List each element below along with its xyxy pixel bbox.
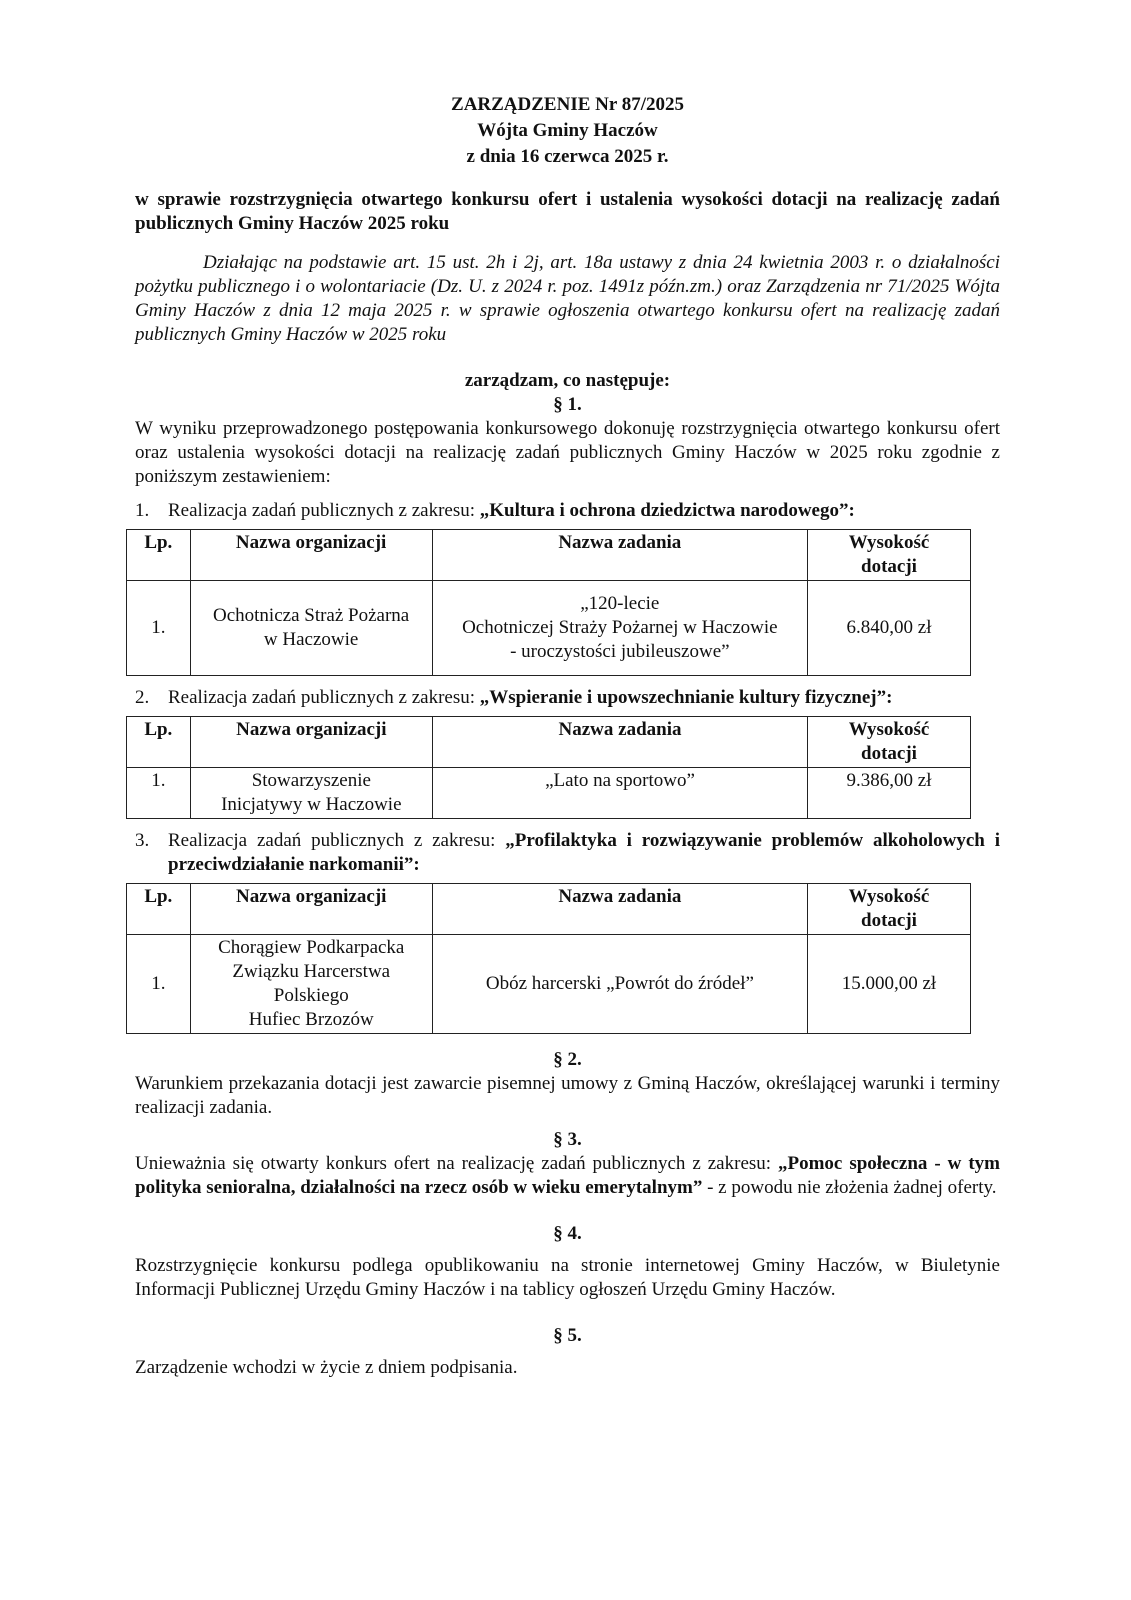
header-amount (808, 530, 971, 581)
task-3-intro: Realizacja zadań publicznych z zakresu: (168, 830, 506, 851)
task-3-scope: „Profilaktyka i rozwiązywanie problemów alkoholowych i przeciwdziałanie narkomanii”: (168, 830, 1001, 875)
document-date: z dnia 16 czerwca 2025 r. (466, 146, 669, 167)
header-org: Nazwa organizacji (190, 884, 432, 935)
header-amount-line2: dotacji (861, 556, 917, 577)
header-lp: Lp. (127, 717, 191, 768)
task-2-scope: „Wspieranie i upowszechnianie kultury fizycznej”: (479, 687, 893, 708)
org-line: Polskiego (273, 985, 349, 1006)
table-header-row (127, 530, 971, 581)
section-3-text-before: Unieważnia się otwarty konkurs ofert na realizację zadań publicznych z zakresu: (135, 1153, 778, 1174)
org-line: Ochotnicza Straż Pożarna (213, 605, 410, 626)
header-task: Nazwa zadania (432, 884, 807, 935)
org-line: Inicjatywy w Haczowie (221, 794, 402, 815)
task-1-scope: „Kultura i ochrona dziedzictwa narodowego”: (479, 500, 855, 521)
task-1-intro: Realizacja zadań publicznych z zakresu: (168, 500, 480, 521)
document-authority: Wójta Gminy Haczów (477, 120, 658, 141)
section-3-mark: § 3. (553, 1129, 582, 1150)
cell-org (190, 935, 432, 1034)
cell-lp: 1. (127, 935, 191, 1034)
table-row (127, 768, 971, 819)
task-2-intro: Realizacja zadań publicznych z zakresu: (168, 687, 480, 708)
cell-org (190, 768, 432, 819)
cell-lp: 1. (127, 768, 191, 819)
section-4-text: Rozstrzygnięcie konkursu podlega opublikowaniu na stronie internetowej Gminy Haczów, w Biuletynie Informacji Publicznej Urzędu Gminy Haczów i na tablicy ogłoszeń Urzędu Gminy Haczów. (135, 1255, 1000, 1300)
task-line: Ochotniczej Straży Pożarnej w Haczowie (462, 617, 778, 638)
grant-table-1 (126, 529, 971, 676)
header-task: Nazwa zadania (433, 717, 808, 768)
section-5-mark: § 5. (553, 1325, 582, 1346)
org-line: Hufiec Brzozów (248, 1009, 374, 1030)
cell-amount: 15.000,00 zł (807, 935, 970, 1034)
task-2-heading (135, 686, 1000, 710)
table-header-row (127, 884, 971, 935)
document-page (135, 92, 1000, 1380)
header-org: Nazwa organizacji (190, 530, 432, 581)
document-title: ZARZĄDZENIE Nr 87/2025 (451, 94, 684, 115)
task-2-number: 2. (135, 687, 150, 708)
table-row (127, 581, 971, 676)
legal-basis: Działając na podstawie art. 15 ust. 2h i 2j, art. 18a ustawy z dnia 24 kwietnia 2003 r. o działalności pożytku publicznego i o wolontariacie (Dz. U. z 2024 r. poz. 1491z późn.zm.) oraz Zarządzenia nr 71/2025 Wójta Gminy Haczów z dnia 12 maja 2025 r. w sprawie ogłoszenia otwartego konkursu ofert na realizację zadań publicznych Gminy Haczów w 2025 roku (135, 252, 1000, 345)
document-header (135, 92, 1000, 170)
section-1-text: W wyniku przeprowadzonego postępowania konkursowego dokonuję rozstrzygnięcia otwartego konkursu ofert oraz ustalenia wysokości dotacji na realizację zadań publicznych Gminy Haczów w 2025 roku zgodnie z poniższym zestawieniem: (135, 418, 1000, 487)
task-line: „120-lecie (580, 593, 660, 614)
org-line: w Haczowie (263, 629, 359, 650)
document-subject: w sprawie rozstrzygnięcia otwartego konkursu ofert i ustalenia wysokości dotacji na realizację zadań publicznych Gminy Haczów 2025 roku (135, 189, 1000, 234)
task-1-number: 1. (135, 500, 150, 521)
table-row (127, 935, 971, 1034)
cell-amount: 6.840,00 zł (808, 581, 971, 676)
section-2-mark: § 2. (553, 1049, 582, 1070)
section-3-text-after: - z powodu nie złożenia żadnej oferty. (702, 1177, 997, 1198)
cell-task: „Lato na sportowo” (433, 768, 808, 819)
header-amount (807, 884, 970, 935)
cell-task (432, 581, 807, 676)
grant-table-2 (126, 716, 971, 819)
section-1-mark: § 1. (553, 394, 582, 415)
header-amount-line1: Wysokość (848, 532, 930, 553)
header-amount-line2: dotacji (861, 910, 917, 931)
section-3-scope: „Pomoc społeczna - w tym polityka senioralna, działalności na rzecz osób w wieku emerytalnym” (135, 1153, 1000, 1198)
cell-amount: 9.386,00 zł (808, 768, 971, 819)
decree-phrase: zarządzam, co następuje: (464, 370, 671, 391)
header-lp: Lp. (127, 530, 191, 581)
cell-org (190, 581, 432, 676)
section-5-text: Zarządzenie wchodzi w życie z dniem podpisania. (135, 1357, 518, 1378)
task-3-number: 3. (135, 830, 150, 851)
org-line: Chorągiew Podkarpacka (218, 937, 405, 958)
section-3-text (135, 1152, 1000, 1200)
section-2-text: Warunkiem przekazania dotacji jest zawarcie pisemnej umowy z Gminą Haczów, określającej warunki i terminy realizacji zadania. (135, 1073, 1000, 1118)
header-amount-line1: Wysokość (848, 719, 930, 740)
cell-task: Obóz harcerski „Powrót do źródeł” (432, 935, 807, 1034)
table-header-row (127, 717, 971, 768)
org-line: Związku Harcerstwa (232, 961, 391, 982)
section-4-mark: § 4. (553, 1223, 582, 1244)
task-1-heading (135, 499, 1000, 523)
cell-lp: 1. (127, 581, 191, 676)
org-line: Stowarzyszenie (251, 770, 371, 791)
header-lp: Lp. (127, 884, 191, 935)
header-amount (808, 717, 971, 768)
header-task: Nazwa zadania (432, 530, 807, 581)
header-amount-line2: dotacji (861, 743, 917, 764)
grant-table-3 (126, 883, 971, 1034)
header-amount-line1: Wysokość (848, 886, 930, 907)
header-org: Nazwa organizacji (190, 717, 432, 768)
task-line: - uroczystości jubileuszowe” (510, 641, 730, 662)
task-3-heading (135, 829, 1000, 877)
